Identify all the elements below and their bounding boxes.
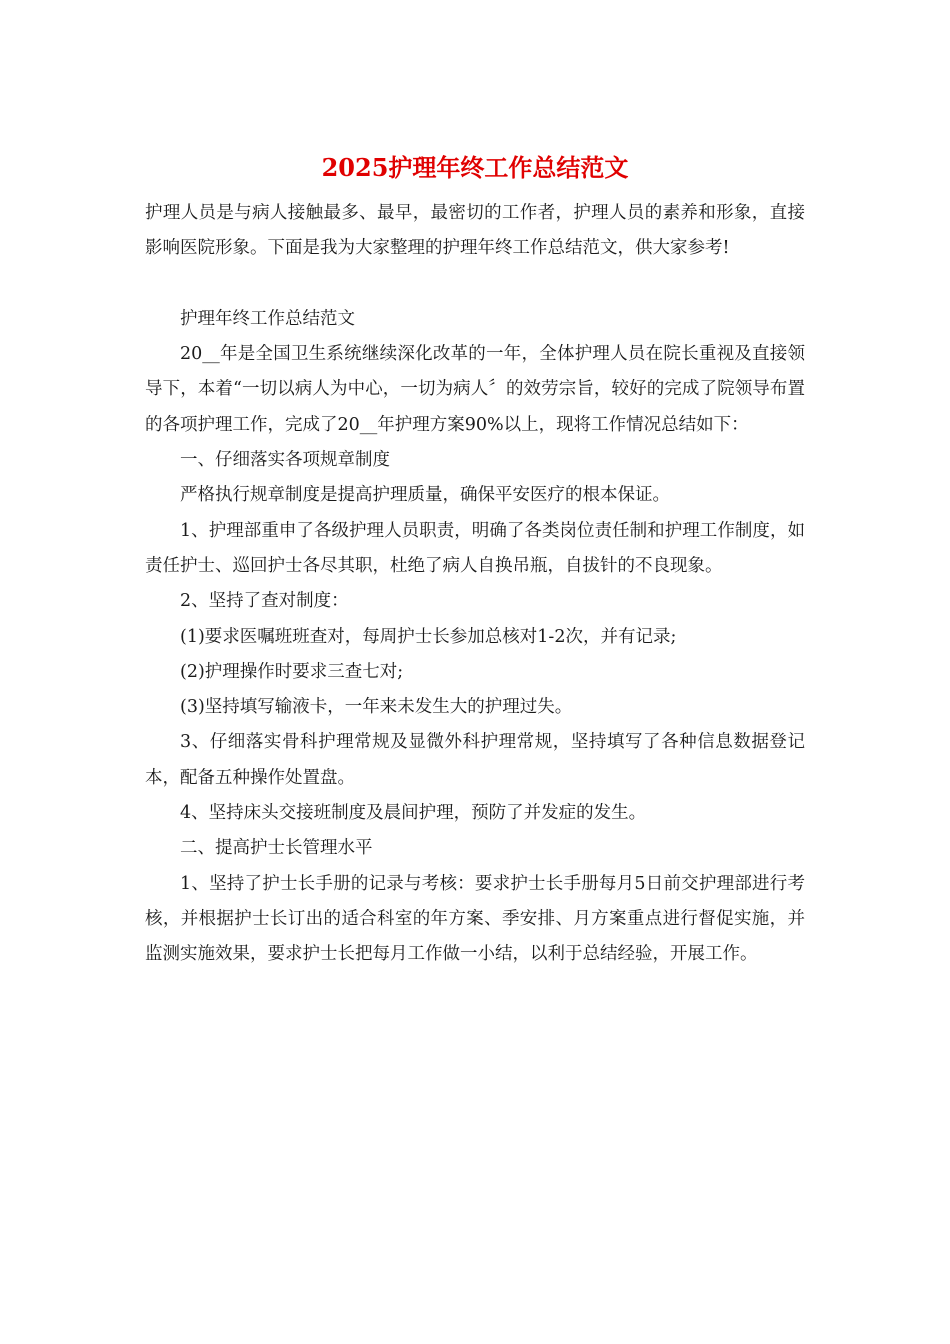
section-heading: 二、提高护士长管理水平	[180, 838, 373, 859]
body-paragraph: 3、仔细落实骨科护理常规及显微外科护理常规，坚持填写了各种信息数据登记本，配备五种操作处置盘。	[145, 732, 805, 788]
section-heading: 护理年终工作总结范文	[180, 308, 355, 329]
body-paragraph: 1、坚持了护士长手册的记录与考核：要求护士长手册每月5日前交护理部进行考核，并根据护士长订出的适合科室的年方案、季安排、月方案重点进行督促实施，并监测实施效果，要求护士长把每月工作做一小结，以利于总结经验，开展工作。	[145, 873, 805, 965]
body-paragraph: 严格执行规章制度是提高护理质量，确保平安医疗的根本保证。	[180, 485, 670, 506]
list-item: (2)护理操作时要求三查七对;	[180, 661, 404, 682]
document-title: 2025护理年终工作总结范文	[321, 153, 629, 182]
body-paragraph: 4、坚持床头交接班制度及晨间护理，预防了并发症的发生。	[180, 803, 647, 824]
section-heading: 一、仔细落实各项规章制度	[180, 450, 390, 471]
body-paragraph: 2、坚持了查对制度：	[180, 591, 349, 612]
document-body	[145, 196, 805, 973]
intro-paragraph: 护理人员是与病人接触最多、最早，最密切的工作者，护理人员的素养和形象，直接影响医院形象。下面是我为大家整理的护理年终工作总结范文，供大家参考!	[145, 203, 805, 259]
body-paragraph: 20__年是全国卫生系统继续深化改革的一年，全体护理人员在院长重视及直接领导下，本着“一切以病人为中心，一切为病人〞的效劳宗旨，较好的完成了院领导布置的各项护理工作，完成了20__年护理方案90%以上，现将工作情况总结如下：	[145, 344, 805, 435]
list-item: (1)要求医嘱班班查对，每周护士长参加总核对1-2次，并有记录;	[180, 626, 677, 647]
blank-line	[145, 267, 805, 302]
list-item: (3)坚持填写输液卡，一年来未发生大的护理过失。	[180, 697, 573, 718]
body-paragraph: 1、护理部重申了各级护理人员职责，明确了各类岗位责任制和护理工作制度，如责任护士、巡回护士各尽其职，杜绝了病人自换吊瓶，自拔针的不良现象。	[145, 520, 805, 576]
